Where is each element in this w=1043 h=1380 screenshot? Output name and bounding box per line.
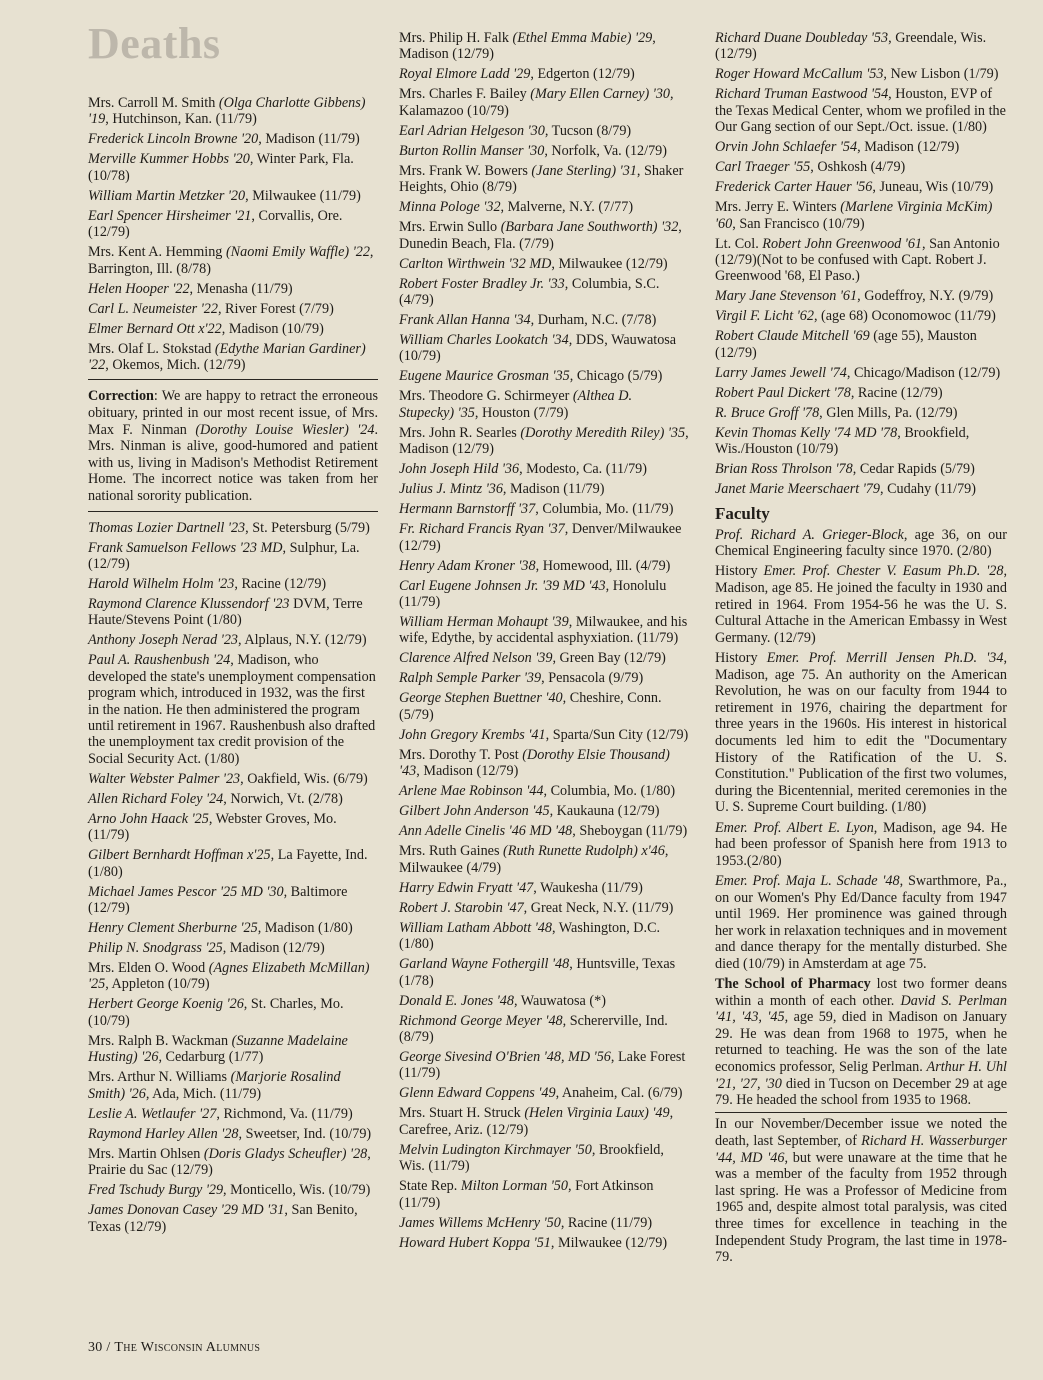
obituary-entry: Mrs. Arthur N. Williams (Marjorie Rosalind Smith) '26, Ada, Mich. (11/79): [88, 1069, 341, 1102]
obituary-entry: Mrs. Jerry E. Winters (Marlene Virginia McKim) '60, San Francisco (10/79): [715, 199, 993, 232]
obituary-entry: Richard Truman Eastwood '54, Houston, EVP of the Texas Medical Center, whom we profiled in the Our Gang section of our Sept./Oct. issue. (1/80): [715, 86, 1006, 136]
obituary-entry: Glenn Edward Coppens '49, Anaheim, Cal. (6/79): [399, 1085, 683, 1102]
obituary-entry: Carlton Wirthwein '32 MD, Milwaukee (12/79): [399, 255, 668, 272]
obituary-entry: Minna Pologe '32, Malverne, N.Y. (7/77): [399, 199, 634, 216]
obituary-entry: Mrs. John R. Searles (Dorothy Meredith Riley) '35, Madison (12/79): [399, 424, 689, 458]
obituary-entry: Leslie A. Wetlaufer '27, Richmond, Va. (11/79): [88, 1105, 353, 1122]
obituary-entry: Mrs. Carroll M. Smith (Olga Charlotte Gibbens) '19, Hutchinson, Kan. (11/79): [88, 95, 366, 128]
obituary-entry: William Latham Abbott '48, Washington, D.C. (1/80): [399, 919, 661, 953]
obituary-entry: Janet Marie Meerschaert '79, Cudahy (11/79): [715, 481, 976, 498]
obituary-entry: Mrs. Theodore G. Schirmeyer (Althea D. Stupecky) '35, Houston (7/79): [399, 388, 632, 421]
obituary-entry: Thomas Lozier Dartnell '23, St. Petersburg (5/79): [88, 519, 370, 536]
obituary-entry: George Sivesind O'Brien '48, MD '56, Lake Forest (11/79): [399, 1048, 686, 1082]
obituary-entry: Donald E. Jones '48, Wauwatosa (*): [399, 992, 606, 1009]
obituary-entry: Allen Richard Foley '24, Norwich, Vt. (2/78): [88, 790, 343, 807]
obituary-entry: Kevin Thomas Kelly '74 MD '78, Brookfield, Wis./Houston (10/79): [715, 424, 970, 458]
obituary-entry: Fred Tschudy Burgy '29, Monticello, Wis. (10/79): [88, 1182, 371, 1199]
faculty-list: [715, 527, 1007, 973]
obituary-entry: Melvin Ludington Kirchmayer '50, Brookfield, Wis. (11/79): [399, 1141, 664, 1175]
obituary-entry: Herbert George Koenig '26, St. Charles, Mo. (10/79): [88, 996, 344, 1029]
obituary-entry: Larry James Jewell '74, Chicago/Madison (12/79): [715, 364, 1001, 381]
obituary-entry: Virgil F. Licht '62, (age 68) Oconomowoc (11/79): [715, 308, 996, 325]
obituary-entry: Paul A. Raushenbush '24, Madison, who developed the state's unemployment compensation program which, introduced in 1932, was the first in the nation. He then administered the program until retirement in 1967. Raushenbush also drafted the unemployment tax credit provision of the Social Security Act. (1/80): [88, 652, 376, 767]
obituary-list-2: [88, 520, 378, 1235]
obituary-entry: State Rep. Milton Lorman '50, Fort Atkinson (11/79): [399, 1178, 654, 1211]
page-footer: 30 / The Wisconsin Alumnus: [88, 1340, 261, 1355]
obituary-entry: Arno John Haack '25, Webster Groves, Mo. (11/79): [88, 810, 337, 844]
obituary-entry: Mrs. Philip H. Falk (Ethel Emma Mabie) '29, Madison (12/79): [399, 30, 656, 63]
obituary-entry: Earl Spencer Hirsheimer '21, Corvallis, Ore. (12/79): [88, 207, 343, 241]
obituary-entry: William Charles Lookatch '34, DDS, Wauwatosa (10/79): [399, 332, 677, 365]
obituary-entry: Helen Hooper '22, Menasha (11/79): [88, 280, 293, 297]
obituary-entry: Carl L. Neumeister '22, River Forest (7/79): [88, 300, 334, 317]
obituary-entry: Robert Foster Bradley Jr. '33, Columbia, S.C. (4/79): [399, 275, 660, 309]
page-number: 30: [88, 1340, 103, 1355]
obituary-entry: Mrs. Kent A. Hemming (Naomi Emily Waffle) '22, Barrington, Ill. (8/78): [88, 244, 374, 277]
obituary-entry: Ann Adelle Cinelis '46 MD '48, Sheboygan (11/79): [399, 823, 688, 840]
obituary-entry: History Emer. Prof. Merrill Jensen Ph.D. '34, Madison, age 75. An authority on the American Revolution, he was on our faculty from 1944 to retirement in 1976, chairing the department for three years in the 1960s. His interest in historical documents led him to edit the "Documentary History of the Ratification of the U. S. Constitution." Publication of the first two volumes, during the Bicentennial, merited ceremonies in the U. S. Supreme Court building. (1/80): [715, 650, 1007, 816]
obituary-entry: Mary Jane Stevenson '61, Godeffroy, N.Y. (9/79): [715, 288, 994, 305]
obituary-entry: Henry Clement Sherburne '25, Madison (1/80): [88, 920, 353, 937]
obituary-entry: John Joseph Hild '36, Modesto, Ca. (11/79): [399, 461, 647, 478]
obituary-entry: History Emer. Prof. Chester V. Easum Ph.D. '28, Madison, age 85. He joined the faculty in 1930 and retired in 1964. From 1954-56 he was the U. S. Cultural Attache in the American Embassy in West Germany. (12/79): [715, 563, 1008, 646]
obituary-entry: Lt. Col. Robert John Greenwood '61, San Antonio (12/79)(Not to be confused with Capt. Robert J. Greenwood '68, El Paso.): [715, 235, 1000, 285]
obituary-entry: Burton Rollin Manser '30, Norfolk, Va. (12/79): [399, 142, 667, 159]
obituary-entry: Raymond Harley Allen '28, Sweetser, Ind. (10/79): [88, 1125, 372, 1142]
column-1: [88, 95, 378, 1239]
obituary-entry: Fr. Richard Francis Ryan '37, Denver/Milwaukee (12/79): [399, 521, 682, 554]
obituary-entry: Eugene Maurice Grosman '35, Chicago (5/79): [399, 368, 663, 385]
obituary-entry: Frederick Lincoln Browne '20, Madison (11/79): [88, 131, 360, 148]
obituary-entry: Ralph Semple Parker '39, Pensacola (9/79): [399, 670, 644, 687]
obituary-entry: Richard Duane Doubleday '53, Greendale, Wis. (12/79): [715, 30, 987, 63]
obituary-entry: Robert Paul Dickert '78, Racine (12/79): [715, 384, 943, 401]
obituary-entry: Prof. Richard A. Grieger-Block, age 36, on our Chemical Engineering faculty since 1970. (2/80): [715, 526, 1007, 560]
obituary-entry: Mrs. Ruth Gaines (Ruth Runette Rudolph) x'46, Milwaukee (4/79): [399, 843, 669, 876]
obituary-entry: Merville Kummer Hobbs '20, Winter Park, Fla. (10/78): [88, 151, 354, 184]
obituary-entry: Mrs. Olaf L. Stokstad (Edythe Marian Gardiner) '22, Okemos, Mich. (12/79): [88, 340, 366, 374]
obituary-list-1: [88, 95, 378, 373]
obituary-entry: Richmond George Meyer '48, Schererville, Ind. (8/79): [399, 1012, 668, 1045]
wasserburger-note: In our November/December issue we noted the death, last September, of Richard H. Wasserburger '44, MD '46, but were unaware at the time that he was a member of the faculty from 1952 through last spring. He was a Professor of Medicine from 1965 and, despite almost total paralysis, was cited three times for excellence in teaching in the Independent Study Program, the last time in 1978-79.: [715, 1116, 1007, 1266]
obituary-entry: Clarence Alfred Nelson '39, Green Bay (12/79): [399, 650, 666, 667]
obituary-entry: Frederick Carter Hauer '56, Juneau, Wis (10/79): [715, 179, 994, 196]
obituary-entry: Mrs. Erwin Sullo (Barbara Jane Southworth) '32, Dunedin Beach, Fla. (7/79): [399, 219, 682, 252]
obituary-entry: Carl Traeger '55, Oshkosh (4/79): [715, 159, 906, 176]
obituary-entry: Henry Adam Kroner '38, Homewood, Ill. (4/79): [399, 557, 671, 574]
obituary-list-4: [715, 30, 1007, 498]
column-2: [399, 30, 689, 1255]
obituary-entry: Philip N. Snodgrass '25, Madison (12/79): [88, 940, 325, 957]
obituary-entry: Emer. Prof. Albert E. Lyon, Madison, age 94. He had been professor of Spanish here from 1913 to 1953.(2/80): [715, 819, 1007, 869]
obituary-entry: Carl Eugene Johnsen Jr. '39 MD '43, Honolulu (11/79): [399, 577, 667, 611]
obituary-entry: Frank Allan Hanna '34, Durham, N.C. (7/78): [399, 312, 657, 329]
obituary-entry: Robert J. Starobin '47, Great Neck, N.Y. (11/79): [399, 899, 674, 916]
obituary-entry: Garland Wayne Fothergill '48, Huntsville, Texas (1/78): [399, 956, 676, 989]
obituary-entry: Gilbert Bernhardt Hoffman x'25, La Fayette, Ind. (1/80): [88, 847, 368, 880]
obituary-entry: Mrs. Dorothy T. Post (Dorothy Elsie Thousand) '43, Madison (12/79): [399, 746, 670, 780]
obituary-entry: Hermann Barnstorff '37, Columbia, Mo. (11/79): [399, 501, 674, 518]
obituary-entry: Roger Howard McCallum '53, New Lisbon (1/79): [715, 66, 999, 83]
correction-note: Correction: We are happy to retract the erroneous obituary, printed in our most recent issue, of Mrs. Max F. Ninman (Dorothy Louise Wiesler) '24. Mrs. Ninman is alive, good-humored and patient with us, living in Madison's Methodist Retirement Home. The incorrect notice was taken from her national sorority publication.: [88, 388, 379, 504]
obituary-entry: R. Bruce Groff '78, Glen Mills, Pa. (12/79): [715, 404, 958, 421]
obituary-entry: Julius J. Mintz '36, Madison (11/79): [399, 481, 605, 498]
faculty-heading: Faculty: [715, 503, 770, 523]
column-3: [715, 30, 1007, 1269]
obituary-entry: Michael James Pescor '25 MD '30, Baltimore (12/79): [88, 883, 348, 917]
obituary-entry: Gilbert John Anderson '45, Kaukauna (12/79): [399, 803, 660, 820]
obituary-entry: Frank Samuelson Fellows '23 MD, Sulphur, La. (12/79): [88, 539, 360, 572]
obituary-entry: Brian Ross Throlson '78, Cedar Rapids (5/79): [715, 461, 975, 478]
obituary-entry: Mrs. Martin Ohlsen (Doris Gladys Scheufler) '28, Prairie du Sac (12/79): [88, 1145, 371, 1179]
divider: [715, 1112, 1007, 1113]
pharmacy-note: The School of Pharmacy lost two former deans within a month of each other. David S. Perlman '41, '43, '45, age 59, died in Madison on January 29. He was dean from 1968 to 1975, when he returned to teaching. He was the son of the late economics professor, Selig Perlman. Arthur H. Uhl '21, '27, '30 died in Tucson on December 29 at age 79. He headed the school from 1935 to 1968.: [715, 976, 1007, 1109]
obituary-entry: James Donovan Casey '29 MD '31, San Benito, Texas (12/79): [88, 1202, 358, 1235]
divider: [88, 379, 378, 380]
obituary-entry: John Gregory Krembs '41, Sparta/Sun City (12/79): [399, 726, 689, 743]
obituary-entry: William Herman Mohaupt '39, Milwaukee, and his wife, Edythe, by accidental asphyxiation. (11/79): [399, 614, 688, 647]
page-title: Deaths: [88, 19, 221, 68]
divider: [88, 511, 378, 512]
obituary-entry: Emer. Prof. Maja L. Schade '48, Swarthmore, Pa., on our Women's Phy Ed/Dance faculty from 1947 until 1969. Her prominence was gained through her work in relaxation techniques and in movement and dance therapy for the mentally disturbed. She died (10/79) in Amsterdam at age 75.: [715, 872, 1007, 972]
obituary-entry: George Stephen Buettner '40, Cheshire, Conn. (5/79): [399, 690, 662, 723]
obituary-entry: Mrs. Charles F. Bailey (Mary Ellen Carney) '30, Kalamazoo (10/79): [399, 86, 674, 119]
obituary-entry: Anthony Joseph Nerad '23, Alplaus, N.Y. (12/79): [88, 632, 367, 649]
obituary-entry: Mrs. Stuart H. Struck (Helen Virginia Laux) '49, Carefree, Ariz. (12/79): [399, 1105, 674, 1138]
obituary-entry: Robert Claude Mitchell '69 (age 55), Mauston (12/79): [715, 328, 977, 361]
obituary-list-3: [399, 30, 689, 1251]
obituary-entry: Arlene Mae Robinson '44, Columbia, Mo. (1/80): [399, 783, 676, 800]
obituary-entry: William Martin Metzker '20, Milwaukee (11/79): [88, 187, 361, 204]
obituary-entry: Mrs. Frank W. Bowers (Jane Sterling) '31, Shaker Heights, Ohio (8/79): [399, 162, 684, 196]
obituary-entry: Orvin John Schlaefer '54, Madison (12/79): [715, 139, 960, 156]
magazine-name: The Wisconsin Alumnus: [114, 1340, 261, 1355]
obituary-entry: Harold Wilhelm Holm '23, Racine (12/79): [88, 576, 327, 592]
obituary-entry: Royal Elmore Ladd '29, Edgerton (12/79): [399, 66, 635, 83]
obituary-entry: Raymond Clarence Klussendorf '23 DVM, Terre Haute/Stevens Point (1/80): [88, 596, 363, 629]
obituary-entry: Walter Webster Palmer '23, Oakfield, Wis. (6/79): [88, 770, 368, 787]
obituary-entry: Howard Hubert Koppa '51, Milwaukee (12/79): [399, 1234, 668, 1251]
obituary-entry: Mrs. Elden O. Wood (Agnes Elizabeth McMillan) '25, Appleton (10/79): [88, 960, 370, 993]
obituary-entry: Mrs. Ralph B. Wackman (Suzanne Madelaine Husting) '26, Cedarburg (1/77): [88, 1032, 348, 1066]
obituary-entry: Earl Adrian Helgeson '30, Tucson (8/79): [399, 122, 632, 139]
obituary-entry: Elmer Bernard Ott x'22, Madison (10/79): [88, 320, 324, 337]
obituary-entry: Harry Edwin Fryatt '47, Waukesha (11/79): [399, 879, 643, 896]
obituary-entry: James Willems McHenry '50, Racine (11/79): [399, 1214, 653, 1231]
